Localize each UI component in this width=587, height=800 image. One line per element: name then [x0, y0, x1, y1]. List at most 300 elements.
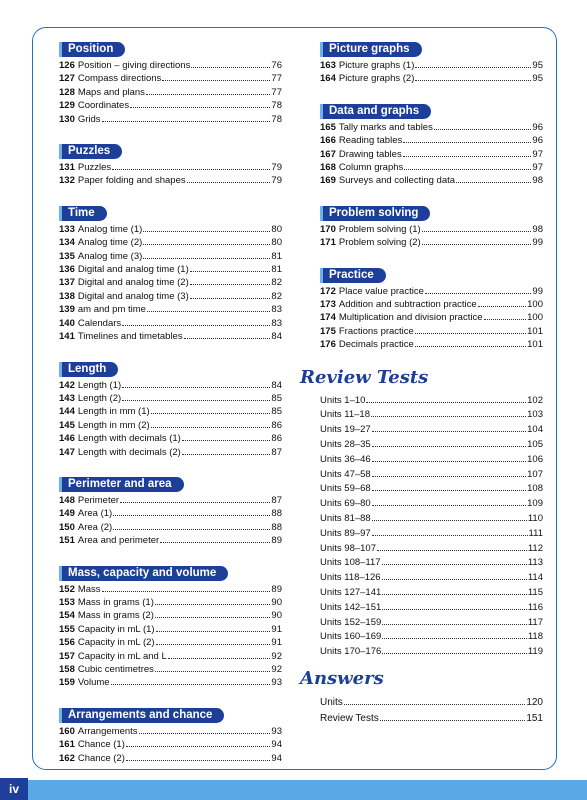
unit-title: Compass directions — [77, 73, 162, 85]
page-number-ref: 115 — [527, 587, 543, 599]
unit-title: Column graphs — [338, 162, 404, 174]
section-heading: Picture graphs — [320, 42, 422, 57]
toc-entry[interactable] — [320, 556, 543, 571]
toc-entry[interactable] — [59, 636, 282, 649]
unit-title: Length in mm (2) — [77, 419, 150, 431]
dot-leader — [372, 431, 526, 432]
toc-section — [59, 359, 282, 459]
toc-section — [59, 203, 282, 344]
section-heading: Mass, capacity and volume — [59, 566, 228, 581]
toc-entry[interactable] — [59, 623, 282, 636]
dot-leader — [155, 604, 271, 605]
unit-title: Tally marks and tables — [338, 121, 433, 133]
unit-number: 156 — [59, 637, 75, 649]
dot-leader — [102, 121, 271, 122]
unit-title: Problem solving (1) — [338, 223, 421, 235]
page-number-ref: 92 — [271, 664, 282, 675]
dot-leader — [139, 733, 271, 734]
dot-leader — [155, 671, 271, 672]
unit-title: Chance (1) — [77, 739, 125, 751]
dot-leader — [344, 704, 526, 705]
unit-title: Coordinates — [77, 100, 130, 112]
dot-leader — [403, 156, 532, 157]
unit-title: Analog time (3) — [77, 250, 143, 262]
section-heading: Arrangements and chance — [59, 708, 224, 723]
entry-title: Units 19–27 — [320, 424, 371, 436]
page-number-ref: 82 — [271, 277, 282, 289]
toc-section — [320, 265, 543, 352]
toc-entry[interactable] — [59, 236, 282, 249]
unit-number: 132 — [59, 175, 75, 187]
dot-leader — [434, 129, 532, 130]
page-number-ref: 80 — [271, 237, 282, 249]
dot-leader — [484, 319, 527, 320]
page-number-ref: 89 — [271, 535, 282, 547]
unit-title: Picture graphs (2) — [338, 73, 415, 85]
toc-entry[interactable] — [320, 408, 543, 423]
toc-entry[interactable] — [59, 59, 282, 72]
entry-title: Units 160–169 — [320, 631, 382, 643]
dot-leader — [147, 311, 270, 312]
unit-title: Chance (2) — [77, 752, 125, 764]
toc-entry[interactable] — [59, 86, 282, 99]
dot-leader — [382, 653, 527, 654]
page-number-ref: 105 — [527, 439, 543, 451]
page-number-ref: 79 — [271, 162, 282, 174]
unit-number: 137 — [59, 277, 75, 289]
toc-entry[interactable] — [320, 161, 543, 174]
page-number-ref: 97 — [532, 148, 543, 160]
page-number-ref: 102 — [527, 394, 543, 406]
dot-leader — [190, 284, 271, 285]
unit-number: 139 — [59, 304, 75, 316]
toc-entry[interactable] — [59, 609, 282, 622]
dot-leader — [382, 564, 527, 565]
toc-entry[interactable] — [59, 752, 282, 765]
page-number-ref: 101 — [527, 339, 543, 351]
unit-title: Length in mm (1) — [77, 406, 150, 418]
page-number-ref: 109 — [527, 498, 543, 510]
toc-entry[interactable] — [59, 583, 282, 596]
page-number: iv — [0, 778, 28, 800]
unit-number: 161 — [59, 739, 75, 751]
page-number-ref: 76 — [271, 60, 282, 71]
dot-leader — [403, 142, 531, 143]
dot-leader — [122, 387, 270, 388]
page-number-ref: 98 — [532, 223, 543, 235]
dot-leader — [113, 515, 270, 516]
unit-title: Picture graphs (1) — [338, 60, 415, 71]
page-number-ref: 107 — [527, 468, 543, 480]
page-number-ref: 114 — [527, 572, 543, 584]
unit-number: 126 — [59, 60, 75, 71]
toc-section — [59, 563, 282, 690]
page-number-ref: 77 — [271, 73, 282, 85]
unit-number: 162 — [59, 752, 75, 764]
page-number-ref: 120 — [526, 697, 543, 709]
dot-leader — [126, 760, 271, 761]
section-heading: Problem solving — [320, 206, 430, 221]
dot-leader — [156, 644, 271, 645]
unit-number: 169 — [320, 175, 336, 187]
page-number-ref: 119 — [527, 646, 543, 658]
toc-entry[interactable] — [59, 432, 282, 445]
dot-leader — [382, 638, 527, 639]
unit-number: 160 — [59, 725, 75, 737]
toc-entry[interactable] — [320, 423, 543, 438]
dot-leader — [191, 67, 270, 68]
dot-leader — [372, 535, 528, 536]
unit-number: 133 — [59, 223, 75, 235]
dot-leader — [130, 107, 270, 108]
toc-entry[interactable] — [320, 121, 543, 134]
toc-entry[interactable] — [59, 405, 282, 418]
unit-title: Multiplication and division practice — [338, 312, 483, 324]
toc-entry[interactable] — [59, 161, 282, 174]
unit-number: 151 — [59, 535, 75, 547]
review-tests-section — [300, 366, 543, 660]
toc-entry[interactable] — [320, 236, 543, 249]
dot-leader — [146, 94, 270, 95]
right-column — [300, 39, 543, 726]
dot-leader — [162, 80, 270, 81]
dot-leader — [143, 244, 270, 245]
unit-title: Arrangements — [77, 725, 138, 737]
page-number-ref: 103 — [527, 409, 543, 421]
dot-leader — [380, 720, 526, 721]
dot-leader — [155, 617, 271, 618]
page-number-ref: 90 — [271, 610, 282, 622]
toc-entry[interactable] — [320, 630, 543, 645]
page-number-ref: 77 — [271, 86, 282, 98]
toc-entry[interactable] — [59, 330, 282, 343]
section-heading: Data and graphs — [320, 104, 431, 119]
toc-entry[interactable] — [320, 298, 543, 311]
dot-leader — [404, 169, 531, 170]
dot-leader — [372, 505, 526, 506]
dot-leader — [168, 658, 271, 659]
toc-entry[interactable] — [320, 285, 543, 298]
unit-number: 138 — [59, 290, 75, 302]
dot-leader — [415, 80, 531, 81]
unit-number: 167 — [320, 148, 336, 160]
toc-entry[interactable] — [320, 223, 543, 236]
toc-entry[interactable] — [59, 263, 282, 276]
page-number-ref: 118 — [527, 631, 543, 643]
answers-heading: Answers — [300, 668, 384, 690]
toc-entry[interactable] — [320, 497, 543, 512]
page-number-ref: 99 — [532, 237, 543, 249]
page-number-ref: 113 — [527, 557, 543, 569]
toc-entry[interactable] — [59, 250, 282, 263]
entry-title: Units 69–80 — [320, 498, 371, 510]
unit-title: Paper folding and shapes — [77, 175, 186, 187]
dot-leader — [143, 258, 270, 259]
dot-leader — [382, 609, 527, 610]
unit-number: 147 — [59, 446, 75, 458]
unit-title: Fractions practice — [338, 325, 414, 337]
dot-leader — [113, 529, 270, 530]
page-number-ref: 89 — [271, 583, 282, 595]
toc-entry[interactable] — [320, 586, 543, 601]
unit-title: Cubic centimetres — [77, 664, 154, 675]
dot-leader — [156, 631, 271, 632]
unit-title: Problem solving (2) — [338, 237, 421, 249]
toc-entry[interactable] — [320, 72, 543, 85]
unit-title: Calendars — [77, 317, 122, 329]
toc-entry[interactable] — [320, 174, 543, 187]
toc-entry[interactable] — [59, 521, 282, 534]
unit-title: Capacity in mL and L — [77, 650, 167, 662]
dot-leader — [151, 413, 271, 414]
toc-entry[interactable] — [320, 601, 543, 616]
entry-title: Units 170–176 — [320, 646, 382, 658]
page-number-ref: 106 — [527, 453, 543, 465]
unit-number: 150 — [59, 521, 75, 533]
dot-leader — [112, 169, 270, 170]
unit-number: 136 — [59, 264, 75, 276]
page-number-ref: 92 — [271, 650, 282, 662]
page-number-ref: 88 — [271, 521, 282, 533]
toc-entry[interactable] — [320, 394, 543, 409]
entry-title: Units 152–159 — [320, 616, 382, 628]
page-number-ref: 81 — [271, 250, 282, 262]
toc-entry[interactable] — [59, 303, 282, 316]
entry-title: Units — [320, 697, 343, 709]
unit-title: Puzzles — [77, 162, 112, 174]
entry-title: Units 89–97 — [320, 527, 371, 539]
unit-number: 171 — [320, 237, 336, 249]
toc-entry[interactable] — [59, 663, 282, 676]
toc-section — [59, 474, 282, 548]
dot-leader — [120, 502, 270, 503]
unit-title: Area (2) — [77, 521, 113, 533]
page-number-ref: 116 — [527, 601, 543, 613]
page-number-ref: 100 — [527, 312, 543, 324]
page-number-ref: 94 — [271, 739, 282, 751]
unit-title: Place value practice — [338, 285, 424, 297]
unit-title: Area (1) — [77, 508, 113, 520]
dot-leader — [422, 244, 532, 245]
page-number-ref: 94 — [271, 752, 282, 764]
unit-number: 131 — [59, 162, 75, 174]
page-number-ref: 110 — [527, 513, 543, 525]
unit-number: 168 — [320, 162, 336, 174]
page-number-ref: 87 — [271, 446, 282, 458]
page-number-ref: 111 — [528, 527, 543, 539]
page-number-ref: 80 — [271, 223, 282, 235]
dot-leader — [415, 67, 531, 68]
dot-leader — [187, 182, 271, 183]
page-number-ref: 112 — [527, 542, 543, 554]
page-number-ref: 86 — [271, 419, 282, 431]
section-heading: Perimeter and area — [59, 477, 184, 492]
unit-number: 148 — [59, 494, 75, 506]
page-number-ref: 81 — [271, 264, 282, 276]
unit-title: Grids — [77, 113, 101, 125]
unit-number: 163 — [320, 60, 336, 71]
page-number-ref: 78 — [271, 113, 282, 125]
unit-number: 135 — [59, 250, 75, 262]
section-heading: Puzzles — [59, 144, 122, 159]
unit-number: 154 — [59, 610, 75, 622]
unit-number: 159 — [59, 677, 75, 689]
toc-entry[interactable] — [320, 325, 543, 338]
dot-leader — [143, 231, 270, 232]
entry-title: Units 11–18 — [320, 409, 370, 421]
toc-entry[interactable] — [320, 338, 543, 351]
unit-number: 165 — [320, 121, 336, 133]
toc-entry[interactable] — [320, 645, 543, 660]
unit-title: Digital and analog time (3) — [77, 290, 189, 302]
toc-entry[interactable] — [59, 676, 282, 689]
page-number-ref: 83 — [271, 317, 282, 329]
page-number-ref: 108 — [527, 483, 543, 495]
toc-entry[interactable] — [59, 276, 282, 289]
dot-leader — [184, 338, 271, 339]
page-number-ref: 101 — [527, 325, 543, 337]
toc-entry[interactable] — [59, 99, 282, 112]
page-number-ref: 93 — [271, 725, 282, 737]
unit-number: 175 — [320, 325, 336, 337]
section-heading: Time — [59, 206, 107, 221]
toc-entry[interactable] — [59, 113, 282, 126]
dot-leader — [382, 579, 527, 580]
page-number-ref: 78 — [271, 100, 282, 112]
toc-entry[interactable] — [59, 419, 282, 432]
toc-entry[interactable] — [320, 59, 543, 72]
toc-entry[interactable] — [59, 174, 282, 187]
entry-title: Units 36–46 — [320, 453, 371, 465]
dot-leader — [372, 476, 526, 477]
dot-leader — [190, 298, 271, 299]
unit-title: Reading tables — [338, 135, 403, 147]
unit-title: Mass in grams (2) — [77, 610, 154, 622]
unit-title: Analog time (1) — [77, 223, 143, 235]
toc-entry[interactable] — [59, 507, 282, 520]
left-column — [59, 39, 282, 780]
dot-leader — [415, 346, 526, 347]
toc-entry[interactable] — [320, 482, 543, 497]
toc-entry[interactable] — [59, 317, 282, 330]
dot-leader — [111, 684, 271, 685]
toc-entry[interactable] — [59, 650, 282, 663]
toc-entry[interactable] — [59, 738, 282, 751]
toc-entry[interactable] — [59, 725, 282, 738]
page-number-ref: 117 — [527, 616, 543, 628]
page-number-ref: 84 — [271, 379, 282, 391]
unit-title: Length (2) — [77, 392, 122, 404]
unit-number: 128 — [59, 86, 75, 98]
dot-leader — [382, 624, 527, 625]
toc-entry[interactable] — [320, 468, 543, 483]
entry-title: Units 118–126 — [320, 572, 381, 584]
section-heading: Length — [59, 362, 118, 377]
page-number-ref: 100 — [527, 299, 543, 311]
toc-entry[interactable] — [59, 534, 282, 547]
toc-entry[interactable] — [320, 134, 543, 147]
dot-leader — [372, 461, 526, 462]
page-number-ref: 93 — [271, 677, 282, 689]
toc-entry[interactable] — [59, 596, 282, 609]
unit-number: 153 — [59, 596, 75, 608]
unit-number: 170 — [320, 223, 336, 235]
unit-title: Length with decimals (1) — [77, 433, 181, 445]
unit-number: 145 — [59, 419, 75, 431]
toc-entry[interactable] — [320, 527, 543, 542]
toc-section — [59, 705, 282, 765]
toc-entry[interactable] — [59, 446, 282, 459]
unit-title: Digital and analog time (2) — [77, 277, 189, 289]
entry-title: Review Tests — [320, 712, 379, 724]
unit-title: Capacity in mL (1) — [77, 623, 155, 635]
toc-section — [320, 39, 543, 86]
unit-title: Decimals practice — [338, 339, 414, 351]
section-heading: Practice — [320, 268, 386, 283]
answers-section — [300, 668, 543, 726]
page-number-ref: 88 — [271, 508, 282, 520]
unit-title: am and pm time — [77, 304, 146, 316]
unit-number: 129 — [59, 100, 75, 112]
unit-title: Capacity in mL (2) — [77, 637, 155, 649]
unit-title: Digital and analog time (1) — [77, 264, 189, 276]
entry-title: Units 142–151 — [320, 601, 382, 613]
entry-title: Units 98–107 — [320, 542, 376, 554]
dot-leader — [122, 400, 270, 401]
toc-entry[interactable] — [320, 438, 543, 453]
toc-entry[interactable] — [59, 72, 282, 85]
toc-entry[interactable] — [320, 453, 543, 468]
page-number-ref: 85 — [271, 392, 282, 404]
entry-title: Units 1–10 — [320, 394, 366, 406]
toc-entry[interactable] — [320, 711, 543, 727]
dot-leader — [151, 427, 271, 428]
entry-title: Units 28–35 — [320, 439, 371, 451]
toc-entry[interactable] — [320, 148, 543, 161]
unit-title: Length (1) — [77, 379, 122, 391]
page-number-ref: 99 — [532, 285, 543, 297]
unit-title: Mass in grams (1) — [77, 596, 154, 608]
toc-entry[interactable] — [320, 542, 543, 557]
toc-entry[interactable] — [59, 494, 282, 507]
dot-leader — [372, 520, 527, 521]
dot-leader — [190, 271, 271, 272]
unit-title: Addition and subtraction practice — [338, 299, 477, 311]
toc-entry[interactable] — [320, 512, 543, 527]
unit-number: 166 — [320, 135, 336, 147]
unit-title: Volume — [77, 677, 110, 689]
page-number-ref: 95 — [532, 60, 543, 71]
toc-entry[interactable] — [320, 695, 543, 711]
toc-section — [320, 101, 543, 188]
toc-entry[interactable] — [320, 571, 543, 586]
page-number-ref: 96 — [532, 121, 543, 133]
toc-entry[interactable] — [59, 379, 282, 392]
unit-number: 143 — [59, 392, 75, 404]
toc-entry[interactable] — [320, 616, 543, 631]
toc-entry[interactable] — [59, 392, 282, 405]
page-number-ref: 91 — [271, 623, 282, 635]
unit-number: 146 — [59, 433, 75, 445]
dot-leader — [425, 293, 532, 294]
unit-number: 134 — [59, 237, 75, 249]
toc-entry[interactable] — [59, 223, 282, 236]
toc-entry[interactable] — [59, 290, 282, 303]
unit-title: Length with decimals (2) — [77, 446, 181, 458]
page-number-ref: 95 — [532, 73, 543, 85]
toc-entry[interactable] — [320, 311, 543, 324]
section-heading: Position — [59, 42, 125, 57]
